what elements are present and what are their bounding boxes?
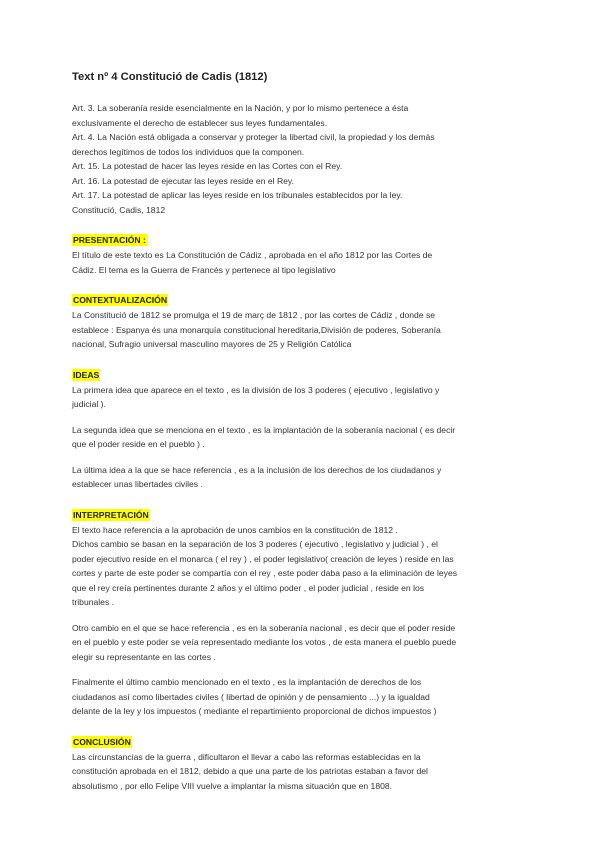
source-line: exclusivamente el derecho de establecer sus leyes fundamentales.: [72, 117, 328, 128]
section-heading: IDEAS: [73, 369, 100, 380]
paragraph-line: El título de este texto es La Constitución de Cádiz , aprobada en el año 1812 por las Cortes de: [72, 250, 433, 260]
document-body: [72, 71, 532, 793]
paragraph-line: Finalmente el último cambio mencionado en el texto , es la implantación de derechos de los: [72, 677, 422, 687]
paragraph-line: Otro cambio en el que se hace referencia , es en la soberanía nacional , es decir que el poder reside: [72, 622, 456, 633]
section-heading: CONCLUSIÓN: [73, 736, 131, 747]
paragraph-line: ciudadanos así como libertades civiles ( libertad de opinión y de pensamiento ...) y la igualdad: [72, 691, 430, 702]
paragraph-line: Cádiz. El tema es la Guerra de Francés y pertenece al tipo legislativo: [72, 264, 336, 275]
paragraph-line: establecer unas libertades civiles .: [72, 479, 203, 489]
section-heading: CONTEXTUALIZACIÓN: [73, 295, 168, 305]
document-title: Text nº 4 Constitució de Cadis (1812): [72, 71, 268, 83]
section-conclusion: [72, 732, 532, 794]
paragraph-line: cortes y parte de este poder se compartía con el rey , este poder daba paso a la eliminación de leyes: [72, 568, 458, 578]
source-text: [72, 101, 532, 217]
paragraph-line: constitución aprobada en el 1812, debido a que una parte de los patriotas estaban a favor del: [72, 766, 428, 776]
section-interpretacion: [72, 505, 532, 719]
paragraph-line: poder ejecutivo reside en el monarca ( el rey ) , el poder legislativo( creación de leyes ) reside en las: [72, 553, 454, 564]
source-line: Art. 17. La potestad de aplicar las leyes reside en los tribunales establecidos por la ley.: [72, 190, 403, 200]
source-line: Art. 3. La soberanía reside esencialmente en la Nación, y por lo mismo pertenece a ésta: [72, 103, 409, 113]
paragraph-line: nacional, Sufragio universal masculino mayores de 25 y Religión Católica: [72, 339, 352, 349]
paragraph-line: Dichos cambio se basan en la separación de los 3 poderes ( ejecutivo , legislativo y judicial ) , el: [72, 539, 438, 549]
source-line: Art. 4. La Nación está obligada a conservar y proteger la libertad civil, la propiedad y los demás: [72, 132, 435, 142]
paragraph-line: que el rey creía pertinentes durante 2 años y el último poder , el poder judicial , reside en los: [72, 582, 425, 593]
paragraph-line: tribunales .: [72, 597, 115, 607]
paragraph-line: establece : Espanya és una monarquía constitucional hereditaria,División de poderes, Soberanía: [72, 324, 441, 335]
paragraph-line: La última idea a la que se hace referencia , es a la inclusión de los derechos de los ciudadanos y: [72, 464, 442, 475]
paragraph-line: en el pueblo y este poder se veía representado mediante los votos , de esta manera el pueblo puede: [72, 637, 457, 647]
paragraph-line: elegir su representante en las cortes .: [72, 651, 216, 662]
paragraph-line: que el poder reside en el pueblo ) .: [72, 439, 205, 449]
paragraph-line: El texto hace referencia a la aprobación de unos cambios en la constitución de 1812 .: [72, 524, 398, 535]
section-presentacion: [72, 230, 532, 277]
source-line: Art. 15. La potestad de hacer las leyes reside en las Cortes con el Rey.: [72, 161, 343, 171]
paragraph-line: Las circunstancias de la guerra , dificultaron el llevar a cabo las reformas establecidas en la: [72, 751, 421, 762]
paragraph-line: judicial ).: [72, 399, 106, 409]
source-citation: Constitució, Cadis, 1812: [72, 204, 166, 215]
source-line: derechos legítimos de todos los individuos que la componen.: [72, 146, 305, 157]
section-heading: INTERPRETACIÓN: [73, 509, 149, 520]
paragraph-line: La segunda idea que se menciona en el texto , es la implantación de la soberanía nacional ( es decir: [72, 424, 456, 435]
section-ideas: [72, 365, 532, 492]
section-contextualizacion: [72, 290, 532, 352]
section-heading: PRESENTACIÓN :: [73, 235, 146, 245]
paragraph-line: delante de la ley y los impuestos ( mediante el repartimiento proporcional de dichos impuestos ): [72, 706, 437, 716]
paragraph-line: absolutismo , por ello Felipe VIII vuelve a implantar la misma situación que en 1808.: [72, 780, 393, 791]
paragraph-line: La Constitució de 1812 se promulga el 19 de març de 1812 , por las cortes de Cádiz , donde se: [72, 310, 436, 320]
source-line: Art. 16. La potestad de ejecutar las leyes reside en el Rey.: [72, 175, 294, 186]
paragraph-line: La primera idea que aparece en el texto , es la división de los 3 poderes ( ejecutivo , legislativo y: [72, 384, 440, 395]
